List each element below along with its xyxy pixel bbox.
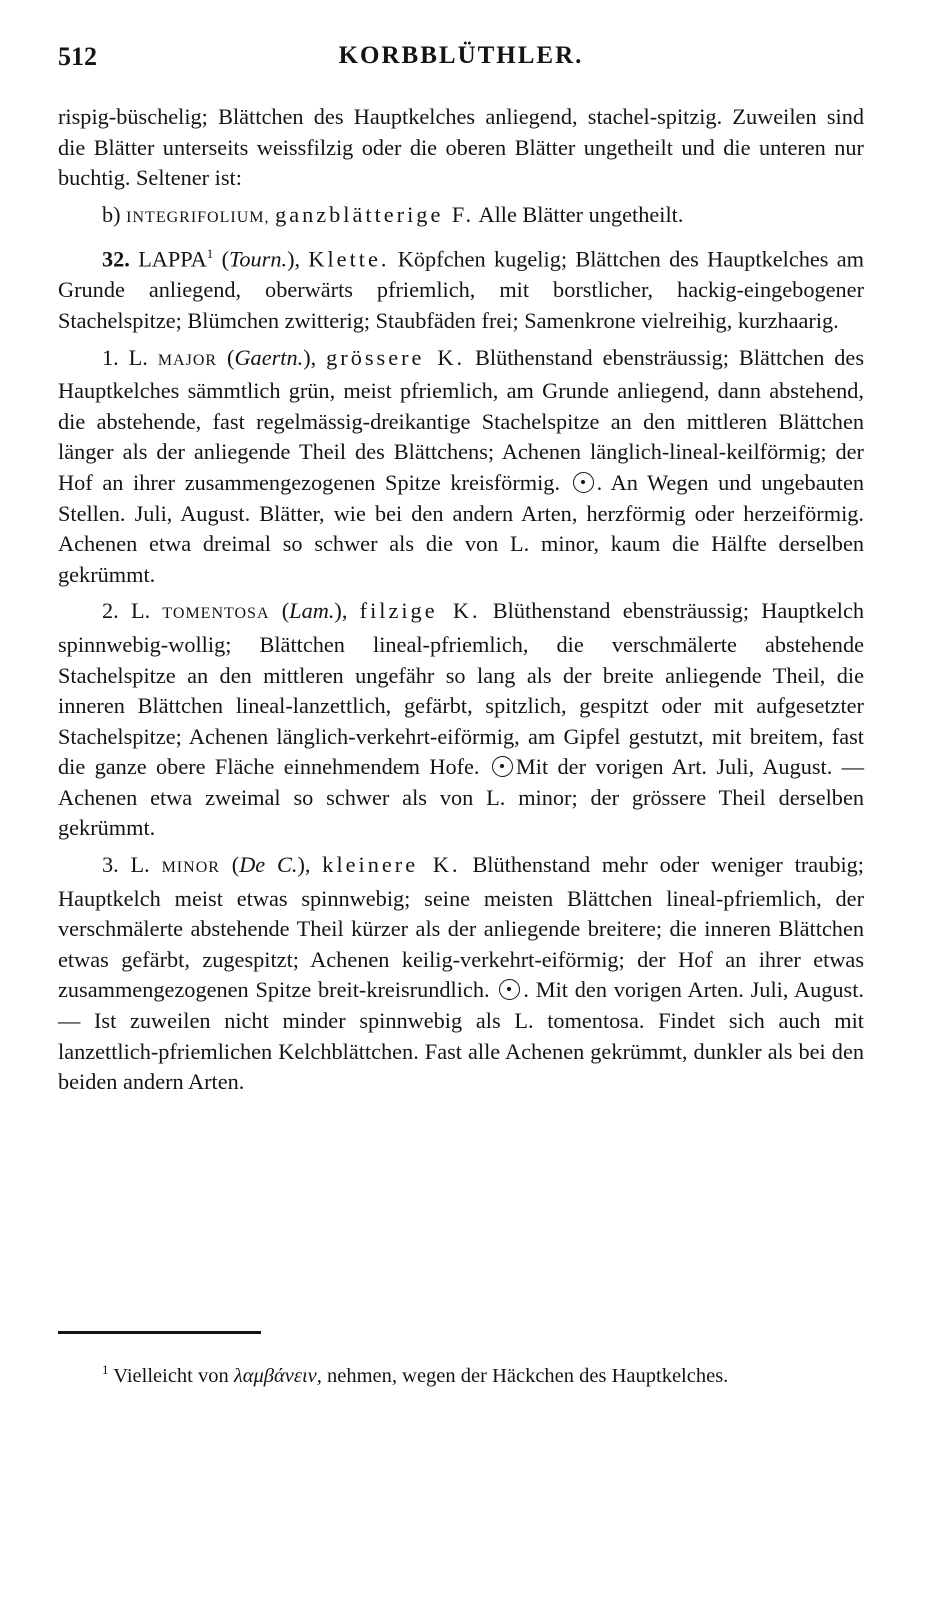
variety-description: Alle Blätter ungetheilt. xyxy=(478,201,684,227)
species-author: De C. xyxy=(239,852,298,878)
genus-common-name: Klette. xyxy=(308,246,390,272)
species-notes: Mit der vorigen Art. Juli, August. — Achenen etwa zweimal so schwer als von L. minor; der grössere Theil derselben gekrümmt. xyxy=(58,754,865,841)
variety-common-name: ganzblätterige F. xyxy=(275,201,475,227)
footnote-text: nehmen, wegen der Häckchen des Hauptkelches. xyxy=(327,1364,729,1387)
species-paragraph-major: 1. L. MAJOR (Gaertn.), grössere K. Blüthenstand ebensträussig; Blättchen des Hauptkelches sämmtlich grün, meist pfriemlich, am Grunde anliegend, dann abstehend, die abstehende, fast regelmässig-dreikantige Stachelspitze an den mittleren Blättchen länger als der anliegende Theil des Blättchens; Achenen länglich-lineal-keilförmig; der Hof an ihrer zusammengezogenen Spitze kreisförmig. . An Wegen und ungebauten Stellen. Juli, August. Blätter, wie bei den andern Arten, herzförmig oder herzeiförmig. Achenen etwa dreimal so schwer als die von L. minor, kaum die Hälfte derselben gekrümmt. xyxy=(58,344,865,587)
variety-paragraph xyxy=(58,200,864,234)
page-header xyxy=(58,42,864,82)
continuation-paragraph: rispig-büschelig; Blättchen des Hauptkelches anliegend, stachel-spitzig. Zuweilen sind die Blätter unterseits weissfilzig oder die oberen Blätter ungetheilt und die unteren nur buchtig. Seltener ist: xyxy=(58,104,864,191)
running-title: KORBBLÜTHLER. xyxy=(338,42,584,69)
species-name: TOMENTOSA xyxy=(162,605,270,623)
genus-description: Köpfchen kugelig; Blättchen des Hauptkelches am Grunde anliegend, oberwärts pfriemlich, mit borstlicher, hackig-eingebogener Stachelspitze; Blümchen zwitterig; Staubfäden frei; Samenkrone vielreihig, kurzhaarig. xyxy=(58,246,865,333)
species-paragraph-minor: 3. L. MINOR (De C.), kleinere K. Blüthenstand mehr oder weniger traubig; Hauptkelch meist etwas spinnwebig; seine meisten Blättchen lineal-pfriemlich, der verschmälerte abstehende Theil kürzer als der anliegende breitere; die inneren Blättchen etwas gefärbt, zugespitzt; Achenen keilig-verkehrt-eiförmig; der Hof an ihrer etwas zusammengezogenen Spitze breit-kreisrundlich. . Mit den vorigen Arten. Juli, August. — Ist zuweilen nicht minder spinnwebig als L. tomentosa. Findet sich auch mit lanzettlich-pfriemlichen Kelchblättchen. Fast alle Achenen gekrümmt, dunkler als bei den beiden andern Arten. xyxy=(58,852,865,1095)
genus-number: 32. xyxy=(102,246,130,272)
species-name: MAJOR xyxy=(157,351,218,369)
genus-author: Tourn. xyxy=(229,246,288,272)
species-description: Blüthenstand mehr oder weniger traubig; Hauptkelch meist etwas spinnwebig; seine meisten Blättchen lineal-pfriemlich, der verschmälerte abstehende Theil kürzer als der anliegende breitere; die inneren Blättchen etwas gefärbt, zugespitzt; Achenen keilig-verkehrt-eiförmig; der Hof an ihrer etwas zusammengezogenen Spitze breit-kreisrundlich. xyxy=(58,852,865,1003)
footnote-reference: 1 xyxy=(206,246,214,262)
species-author: Gaertn. xyxy=(234,344,304,370)
footnote-separator xyxy=(58,1331,261,1334)
genus-name: LAPPA xyxy=(138,246,207,272)
variety-label: b) xyxy=(102,201,121,227)
page-number: 512 xyxy=(58,42,97,71)
annual-plant-icon xyxy=(573,472,594,493)
footnote-lead: Vielleicht von xyxy=(113,1364,229,1387)
species-notes: . An Wegen und ungebauten Stellen. Juli, August. Blätter, wie bei den andern Arten, herzförmig oder herzeiförmig. Achenen etwa dreimal so schwer als die von L. minor, kaum die Hälfte derselben gekrümmt. xyxy=(58,469,864,587)
footnote-greek-word: λαμβάνειν, xyxy=(233,1364,322,1387)
species-common-name: kleinere K. xyxy=(322,852,461,878)
species-description: Blüthenstand ebensträussig; Blättchen des Hauptkelches sämmtlich grün, meist pfriemlich, am Grunde anliegend, dann abstehend, die abstehende, fast regelmässig-dreikantige Stachelspitze an den mittleren Blättchen länger als der anliegende Theil des Blättchens; Achenen länglich-lineal-keilförmig; der Hof an ihrer zusammengezogenen Spitze kreisförmig. xyxy=(58,344,865,495)
genus-paragraph: 32. LAPPA$^1$ (Tourn.), Klette. Köpfchen kugelig; Blättchen des Hauptkelches am Grunde anliegend, oberwärts pfriemlich, mit borstlicher, hackig-eingebogener Stachelspitze; Blümchen zwitterig; Staubfäden frei; Samenkrone vielreihig, kurzhaarig. xyxy=(58,246,865,333)
footnote xyxy=(58,1356,864,1390)
species-paragraph-tomentosa: 2. L. TOMENTOSA (Lam.), filzige K. Blüthenstand ebensträussig; Hauptkelch spinnwebig-wollig; Blättchen lineal-pfriemlich, die verschmälerte abstehende Stachelspitze an den mittleren ungefähr so lang als der breite anliegende Theil, die inneren Blättchen lineal-lanzettlich, gefärbt, spitzlich, gespitzt oder mit aufgesetzter Stachelspitze; Achenen länglich-verkehrt-eiförmig, am Gipfel gestutzt, mit breitem, fast die ganze obere Fläche einnehmendem Hofe. Mit der vorigen Art. Juli, August. — Achenen etwa zweimal so schwer als von L. minor; der grössere Theil derselben gekrümmt. xyxy=(58,598,865,841)
species-description: Blüthenstand ebensträussig; Hauptkelch spinnwebig-wollig; Blättchen lineal-pfriemlich, die verschmälerte abstehende Stachelspitze an den mittleren ungefähr so lang als der breite anliegende Theil, die inneren Blättchen lineal-lanzettlich, gefärbt, spitzlich, gespitzt oder mit aufgesetzter Stachelspitze; Achenen länglich-verkehrt-eiförmig, am Gipfel gestutzt, mit breitem, fast die ganze obere Fläche einnehmendem Hofe. xyxy=(58,598,865,780)
species-number: 1. L. xyxy=(102,344,148,370)
annual-plant-icon xyxy=(492,756,513,777)
species-name: MINOR xyxy=(161,859,220,877)
page-body xyxy=(58,102,864,1098)
variety-name: INTEGRIFOLIUM, xyxy=(126,208,270,226)
annual-plant-icon xyxy=(499,979,520,1000)
species-notes: . Mit den vorigen Arten. Juli, August. — Ist zuweilen nicht minder spinnwebig als L. tomentosa. Findet sich auch mit lanzettlich-pfriemlichen Kelchblättchen. Fast alle Achenen gekrümmt, dunkler als bei den beiden andern Arten. xyxy=(58,977,864,1095)
species-common-name: filzige K. xyxy=(359,598,481,624)
species-author: Lam. xyxy=(289,598,335,624)
species-number: 2. L. xyxy=(102,598,151,624)
footnote-mark: 1 xyxy=(102,1362,109,1377)
species-common-name: grössere K. xyxy=(326,344,466,370)
species-number: 3. L. xyxy=(102,852,150,878)
